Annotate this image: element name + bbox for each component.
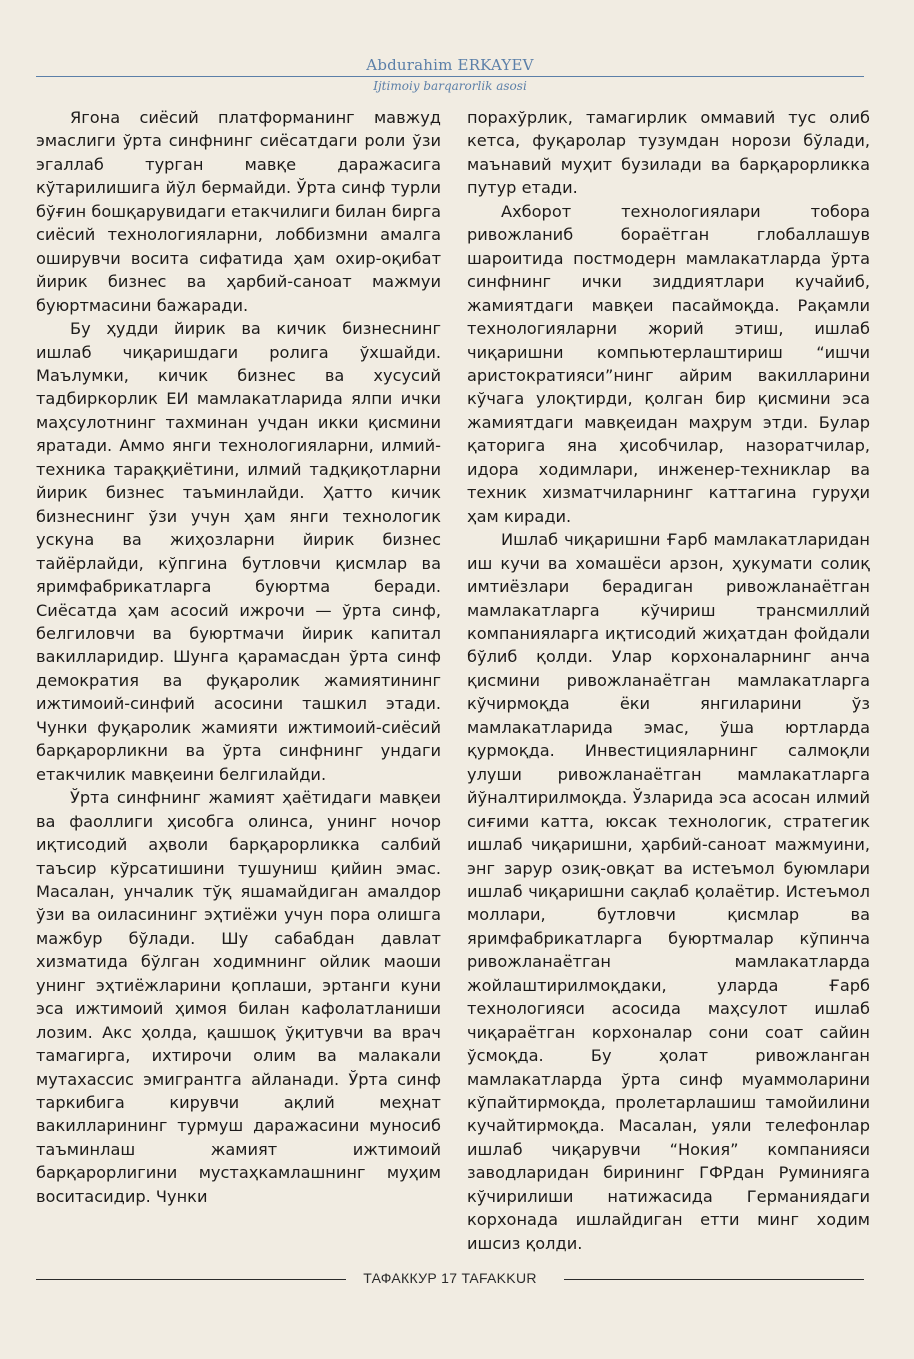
- paragraph: Ишлаб чиқаришни Ғарб мамлакатларидан иш кучи ва хомашёси арзон, ҳукумати солиқ имтиёзлари берадиган ривожланаётган мамлакатларга кўчириш трансмиллий компанияларга иқтисодий жиҳатдан фойдали бўлиб қолди. Улар корхоналарнинг анча қисмини ривожланаётган мамлакатларга кўчирмоқда ёки янгиларини ўз мамлакатларида эмас, ўша юртларда қурмоқда. Инвестицияларнинг салмоқли улуши ривожланаётган мамлакатларга йўналтирилмоқда. Ўзларида эса асосан илмий сиғими катта, юксак технологик, стратегик ишлаб чиқаришни, ҳарбий-саноат мажмуини, энг зарур озиқ-овқат ва истеъмол буюмлари ишлаб чиқаришни сақлаб қолаётир. Истеъмол моллари, бутловчи қисмлар ва яримфабрикатларга буюртмалар кўпинча ривожланаётган мамлакатларда жойлаштирилмоқдаки, уларда Ғарб технологияси асосида маҳсулот ишлаб чиқараётган корхоналар сони соат сайин ўсмоқда. Бу ҳолат ривожланган мамлакатларда ўрта синф муаммоларини кўпайтирмоқда, пролетарлашиш тамойилини кучайтирмоқда. Масалан, уяли телефонлар ишлаб чиқарувчи “Нокия” компанияси заводларидан бирининг ГФРдан Руминияга кўчирилиши натижасида Германиядаги корхонада ишлайдиган етти минг ходим ишсиз қолди.: [467, 530, 870, 1253]
- footer-rule-right: [564, 1279, 864, 1280]
- header-rule: [36, 76, 864, 77]
- left-column: [36, 106, 441, 1208]
- paragraph-continued: порахўрлик, тамагирлик оммавий тус олиб кетса, фуқаролар тузумдан норози бўлади, маънавий муҳит бузилади ва барқарорликка путур етади.: [467, 108, 870, 198]
- page-footer: [36, 1268, 864, 1292]
- paragraph: Ўрта синфнинг жамият ҳаётидаги мавқеи ва фаоллиги ҳисобга олинса, унинг ночор иқтисодий аҳволи барқарорликка салбий таъсир кўрсатишини тушуниш қийин эмас. Масалан, унчалик тўқ яшамайдиган амалдор ўзи ва оиласининг эҳтиёжи учун пора олишга мажбур бўлади. Шу сабабдан давлат хизматида бўлган ходимнинг ойлик маоши унинг эҳтиёжларини қоплаши, эртанги куни эса ижтимоий ҳимоя билан кафолатланиши лозим. Акс ҳолда, қашшоқ ўқитувчи ва врач тамагирга, ихтирочи олим ва малакали мутахассис эмигрантга айланади. Ўрта синф таркибига кирувчи ақлий меҳнат вакилларининг турмуш даражасини муносиб таъминлаш жамият ижтимоий барқарорлигини мустаҳкамлашнинг муҳим воситасидир. Чунки: [36, 788, 441, 1206]
- header-author: Abdurahim ERKAYEV: [366, 56, 534, 74]
- page-folio: ТАФАККУР 17 TAFAKKUR: [363, 1270, 537, 1286]
- paragraph: Ягона сиёсий платформанинг мавжуд эмаслиги ўрта синфнинг сиёсатдаги роли ўзи эгаллаб турган мавқе даражасига кўтарилишига йўл бермайди. Ўрта синф турли бўғин бошқарувидаги етакчилиги билан бирга сиёсий технологияларни, лоббизмни амалга оширувчи восита сифатида ҳам охир-оқибат йирик бизнес ва ҳарбий-саноат мажмуи буюртмасини бажаради.: [36, 108, 441, 315]
- running-header: [36, 56, 864, 96]
- paragraph: Ахборот технологиялари тобора ривожланиб бораётган глобаллашув шароитида постмодерн мамлакатларда ўрта синфнинг ички зиддиятлари кучайиб, жамиятдаги мавқеи пасаймоқда. Рақамли технологияларни жорий этиш, ишлаб чиқаришни компьютерлаштириш “ишчи аристократияси”нинг айрим вакилларини кўчага улоқтирди, қолган бир қисмини эса жамиятдаги мавқеидан маҳрум этди. Булар қаторига яна ҳисобчилар, назоратчилар, идора ходимлари, инженер-техниклар ва техник хизматчиларнинг каттагина гуруҳи ҳам киради.: [467, 201, 870, 526]
- paragraph: Бу ҳудди йирик ва кичик бизнеснинг ишлаб чиқаришдаги ролига ўхшайди. Маълумки, кичик бизнес ва хусусий тадбиркорлик ЕИ мамлакатларида ялпи ички маҳсулотнинг тахминан учдан икки қисмини яратади. Аммо янги технологияларни, илмий-техника тараққиётини, илмий тадқиқотларни йирик бизнес таъминлайди. Ҳатто кичик бизнеснинг ўзи учун ҳам янги технологик ускуна ва жиҳозларни йирик бизнес тайёрлайди, кўпгина бутловчи қисмлар ва яримфабрикатларга буюртма беради. Сиёсатда ҳам асосий ижрочи — ўрта синф, белгиловчи ва буюртмачи йирик капитал вакилларидир. Шунга қарамасдан ўрта синф демократия ва фуқаролик жамиятининг ижтимоий-синфий асосини ташкил этади. Чунки фуқаролик жамияти ижтимоий-сиёсий барқарорликни ва ўрта синфнинг ундаги етакчилик мавқеини белгилайди.: [36, 319, 441, 784]
- header-subtitle: Ijtimoiy barqarorlik asosi: [373, 79, 527, 93]
- right-column: [467, 106, 870, 1255]
